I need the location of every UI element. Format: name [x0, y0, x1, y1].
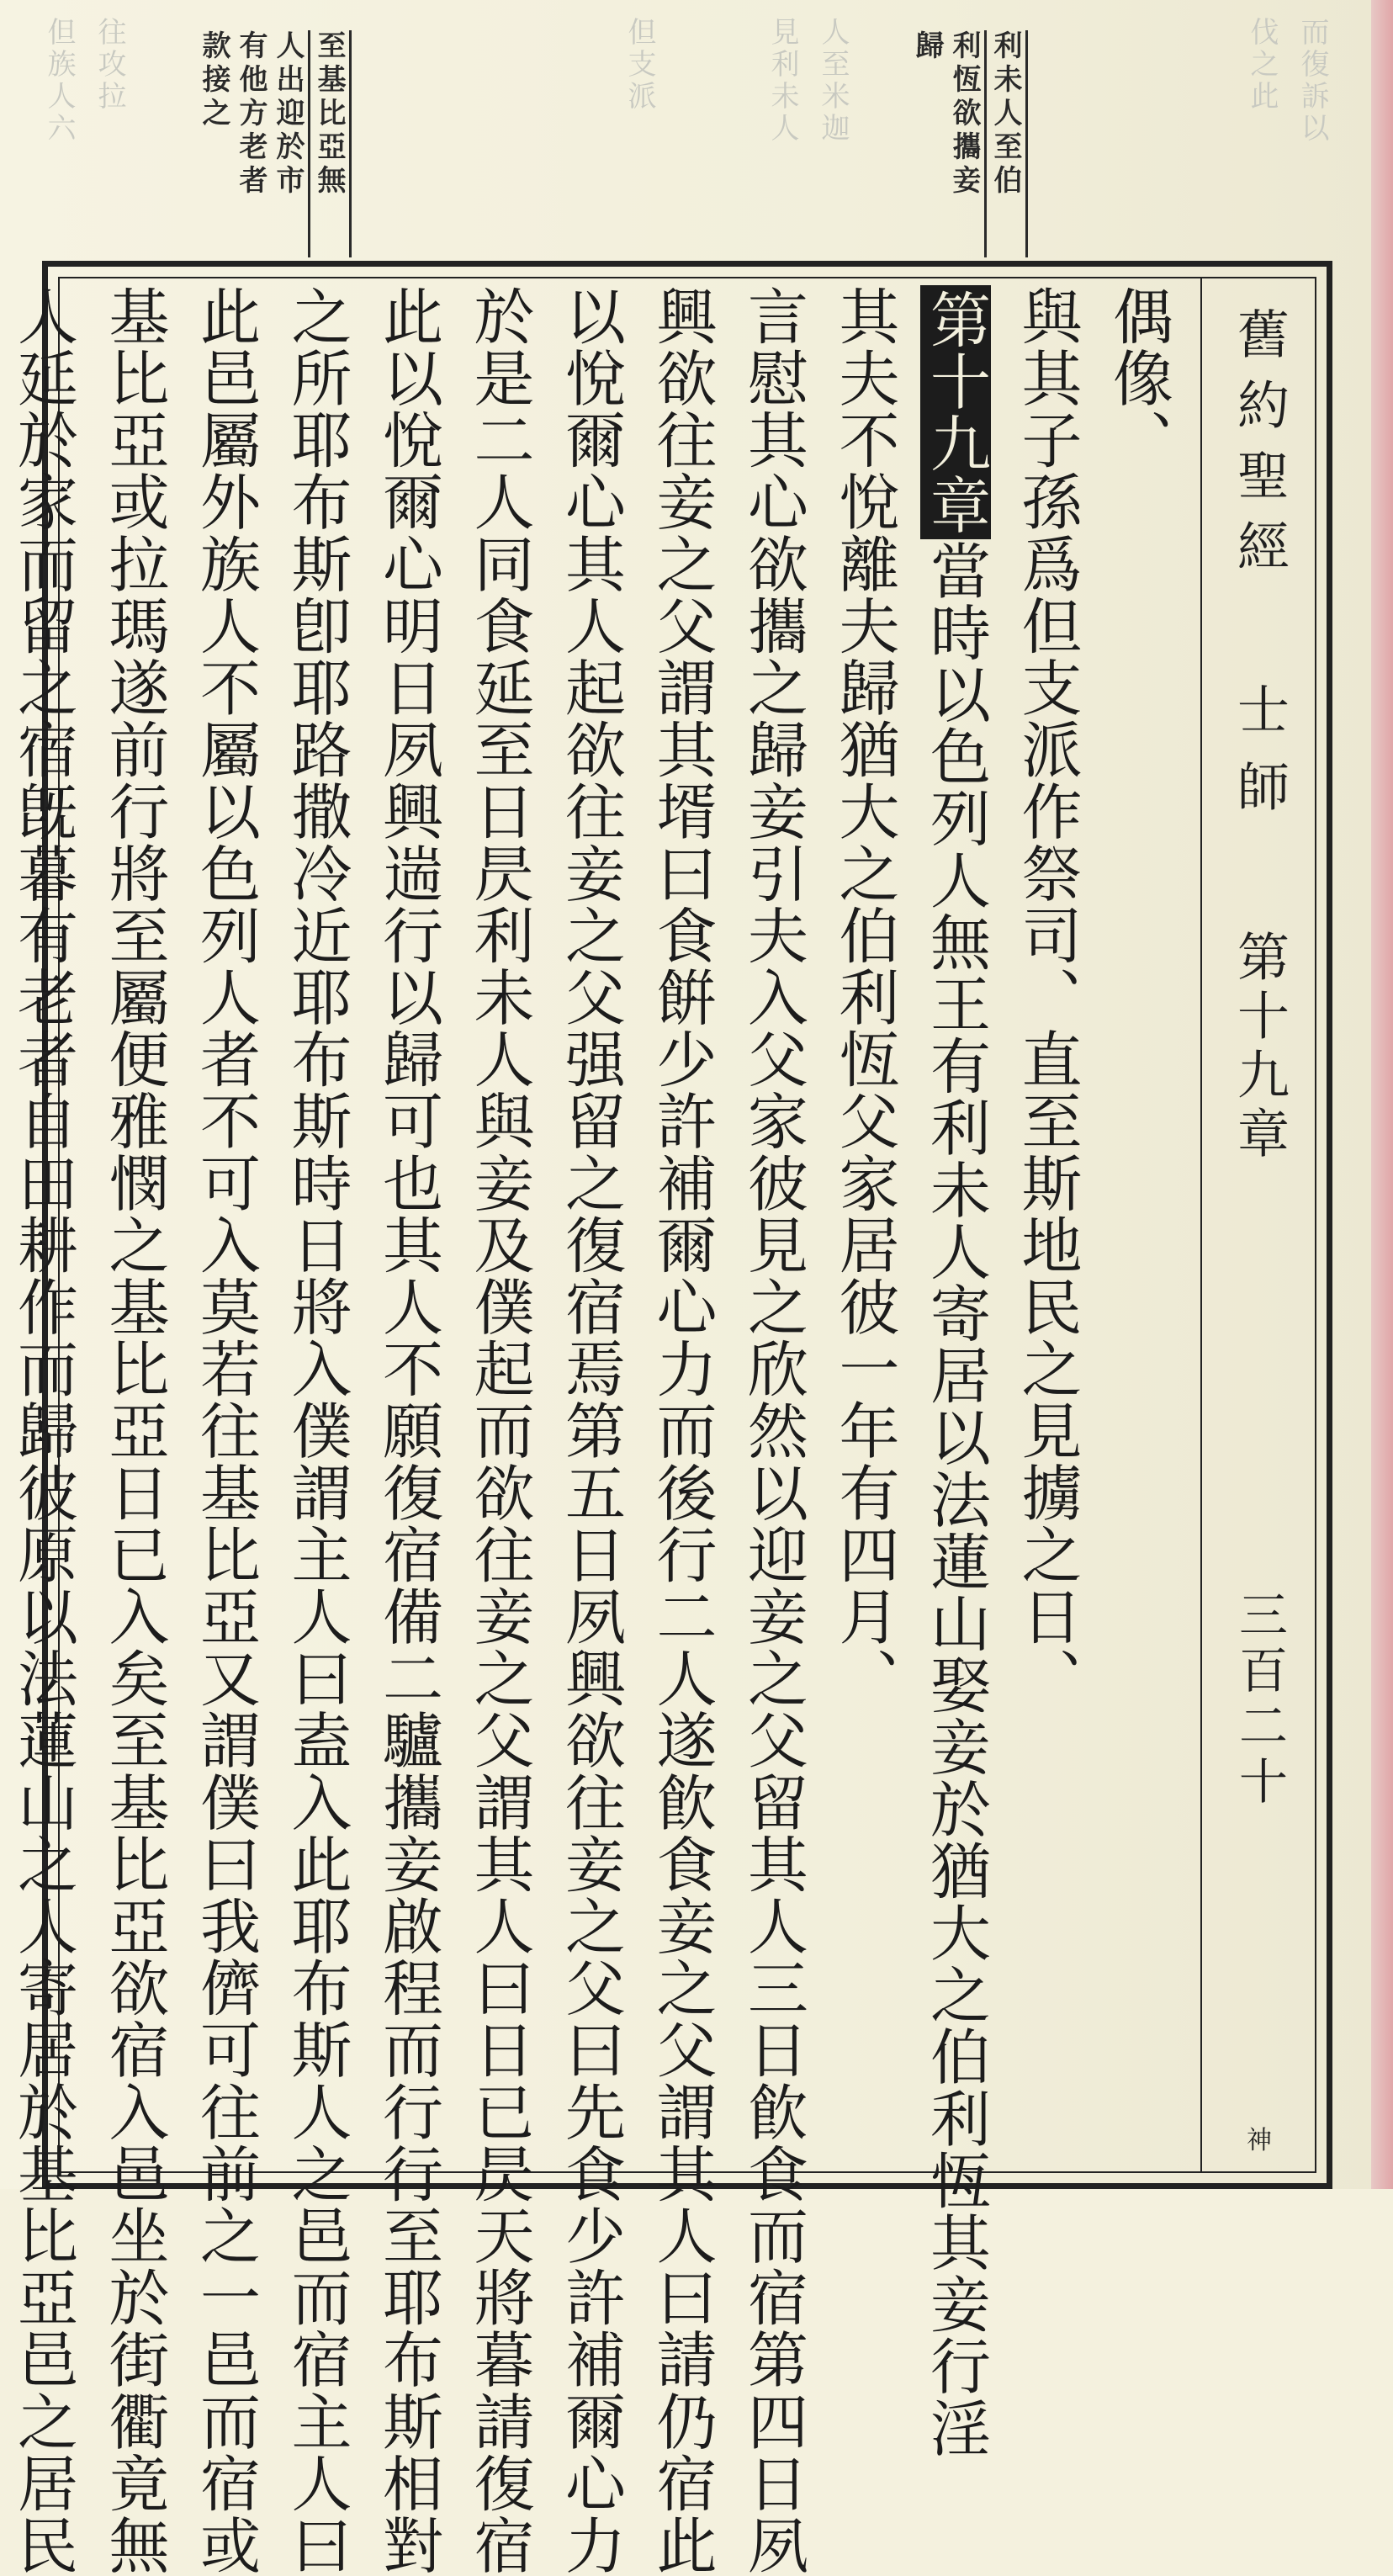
text-column: 之所耶布斯卽耶路撒冷近耶布斯時日將入僕謂主人曰盍入此耶布斯人之邑而宿主人曰	[281, 285, 352, 2576]
text-column: 此邑屬外族人不屬以色列人者不可入莫若往基比亞又謂僕曰我儕可往前之一邑而宿或	[190, 285, 261, 2576]
margin-note-line: 歸	[910, 30, 944, 64]
ghost-text: 伐之此	[1245, 17, 1279, 113]
text-column: 於是二人同食延至日昃利未人與妾及僕起而欲往妾之父謂其人曰日已昃天將暮請復宿	[463, 285, 535, 2576]
column-text: 當時以色列人無王有利未人寄居以法蓮山娶妾於猶大之伯利恆其妾行淫	[920, 539, 991, 2460]
text-column: 偶像、	[1103, 285, 1173, 471]
text-column: 此以悅爾心明日夙興遄行以歸可也其人不願復宿備二驢攜妾啟程而行行至耶布斯相對	[373, 285, 443, 2576]
header-text	[1202, 307, 1316, 1569]
running-header	[1200, 277, 1316, 2173]
page-number: 三百二十	[1231, 1589, 1288, 1811]
margin-note-a	[908, 30, 1028, 257]
text-column: 其夫不悅離夫歸猶大之伯利恆父家居彼一年有四月、	[829, 285, 900, 1709]
margin-note-line: 款接之	[197, 30, 230, 131]
page-frame	[8, 261, 1332, 2576]
ghost-text: 但族人六	[42, 17, 76, 145]
text-column	[910, 285, 1002, 2460]
ghost-text: 而復訴以	[1295, 17, 1329, 145]
chapter-heading: 第十九章	[1228, 930, 1290, 1165]
signature-mark: 神	[1247, 2126, 1272, 2155]
ghost-text: 人至米迦	[816, 17, 850, 145]
margin-note-line: 利未人至伯	[987, 30, 1028, 257]
chapter-label: 第十九章	[920, 285, 991, 539]
ghost-text: 見利未人	[765, 17, 799, 145]
scripture-body	[8, 285, 1184, 2576]
text-column: 基比亞或拉瑪遂前行將至屬便雅憫之基比亞日已入矣至基比亞欲宿入邑坐於街衢竟無	[98, 285, 170, 2576]
ghost-text: 往攻拉	[93, 17, 126, 113]
margin-note-b	[195, 30, 352, 257]
book-title: 舊約聖經	[1228, 307, 1290, 590]
margin-note-line: 利恆欲攜妾	[945, 30, 987, 257]
page-edge	[1371, 0, 1393, 2189]
text-column: 以悅爾心其人起欲往妾之父强留之復宿焉第五日夙興欲往妾之父曰先食少許補爾心力	[555, 285, 626, 2576]
book-name: 士師	[1228, 682, 1290, 837]
text-column: 人延於家而留之宿旣暮有老者自田耕作而歸彼原以法蓮山之人寄居於基比亞邑之居民	[8, 285, 78, 2576]
text-column	[1001, 285, 1093, 2158]
margin-note-line: 人出迎於市	[269, 30, 310, 257]
margin-note-line: 有他方老者	[234, 30, 267, 199]
column-text: 與其子孫爲但支派作祭司、直至斯地民之見擄之日、	[1011, 285, 1083, 1709]
text-column: 言慰其心欲攜之歸妾引夫入父家彼見之欣然以迎妾之父留其人三日飮食而宿第四日夙	[738, 285, 808, 2576]
text-column: 興欲往妾之父謂其壻曰食餠少許補爾心力而後行二人遂飮食妾之父謂其人曰請仍宿此	[646, 285, 718, 2576]
margin-note-line: 至基比亞無	[310, 30, 352, 257]
ghost-text: 但支派	[622, 17, 656, 113]
